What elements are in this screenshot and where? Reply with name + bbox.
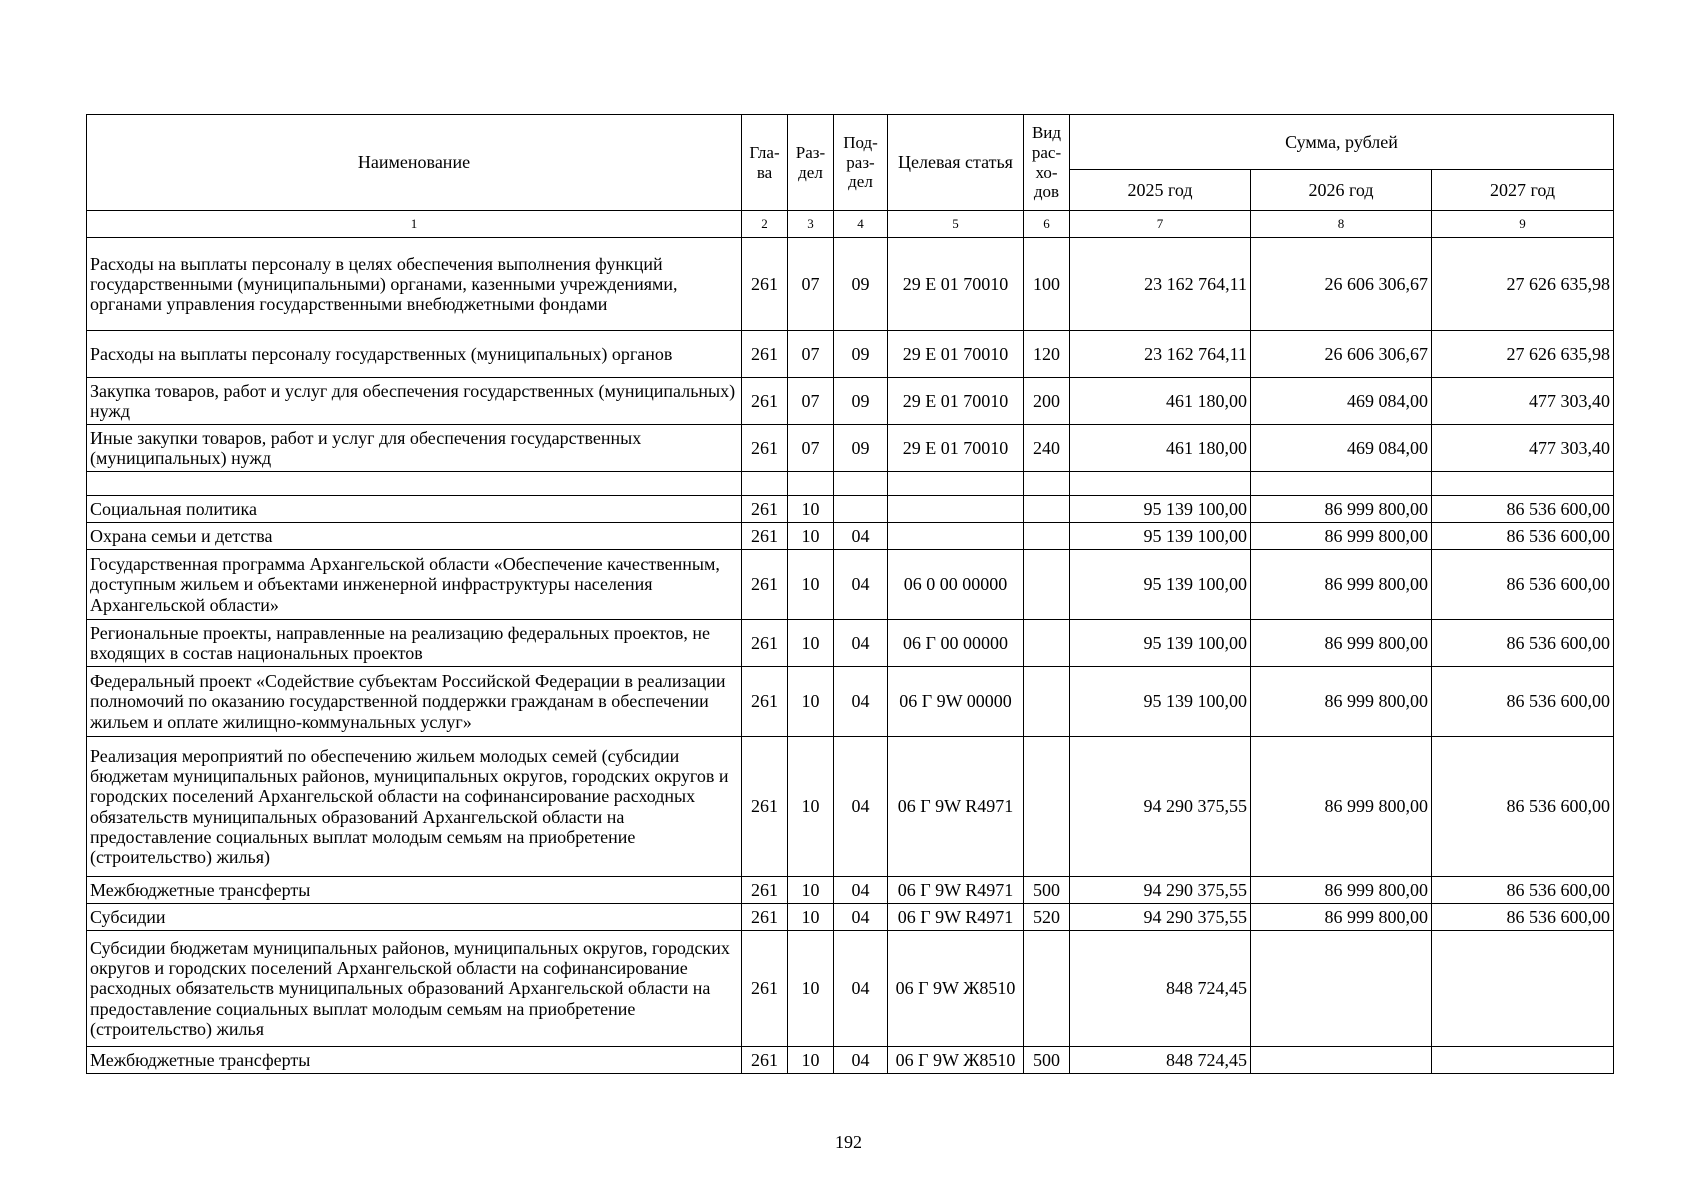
row-razdel: 07 — [788, 238, 834, 331]
row-razdel: 07 — [788, 331, 834, 378]
row-amount-2025: 23 162 764,11 — [1070, 331, 1251, 378]
row-glava: 261 — [742, 931, 788, 1047]
row-name: Иные закупки товаров, работ и услуг для обеспечения государственных (муниципальных) нужд — [87, 425, 742, 472]
row-glava: 261 — [742, 667, 788, 737]
column-number: 6 — [1024, 211, 1070, 238]
row-podrazdel: 09 — [834, 331, 888, 378]
row-glava: 261 — [742, 1047, 788, 1074]
row-target-article: 06 Г 9W R4971 — [888, 904, 1024, 931]
row-amount-2026: 86 999 800,00 — [1251, 523, 1432, 550]
table-row — [87, 1047, 1614, 1074]
row-glava — [742, 472, 788, 496]
row-name — [87, 472, 742, 496]
row-target-article: 06 Г 9W R4971 — [888, 877, 1024, 904]
row-glava: 261 — [742, 620, 788, 667]
row-name: Социальная политика — [87, 496, 742, 523]
row-razdel: 10 — [788, 1047, 834, 1074]
row-podrazdel — [834, 472, 888, 496]
column-number: 3 — [788, 211, 834, 238]
row-name: Расходы на выплаты персоналу в целях обеспечения выполнения функций государственными (муниципальными) органами, казенными учреждениями, органами управления государственными внебюджетными фондами — [87, 238, 742, 331]
header-vid: Вид рас-хо-дов — [1024, 115, 1070, 211]
row-expense-type — [1024, 472, 1070, 496]
row-target-article: 06 Г 9W 00000 — [888, 667, 1024, 737]
row-expense-type: 500 — [1024, 1047, 1070, 1074]
row-amount-2025: 461 180,00 — [1070, 425, 1251, 472]
row-name: Субсидии бюджетам муниципальных районов, муниципальных округов, городских округов и городских поселений Архангельской области на софинансирование расходных обязательств муниципальных образований Архангельской области на предоставление социальных выплат молодым семьям на приобретение (строительство) жилья — [87, 931, 742, 1047]
row-amount-2025: 461 180,00 — [1070, 378, 1251, 425]
row-razdel: 10 — [788, 931, 834, 1047]
table-row — [87, 737, 1614, 877]
row-target-article — [888, 496, 1024, 523]
row-glava: 261 — [742, 904, 788, 931]
row-amount-2025: 95 139 100,00 — [1070, 620, 1251, 667]
row-amount-2025 — [1070, 472, 1251, 496]
header-name: Наименование — [87, 115, 742, 211]
table-body — [87, 211, 1614, 1074]
row-amount-2026: 469 084,00 — [1251, 378, 1432, 425]
row-razdel: 10 — [788, 904, 834, 931]
row-podrazdel: 04 — [834, 620, 888, 667]
row-glava: 261 — [742, 737, 788, 877]
row-amount-2026: 26 606 306,67 — [1251, 238, 1432, 331]
row-target-article — [888, 523, 1024, 550]
row-podrazdel: 04 — [834, 550, 888, 620]
row-amount-2027: 86 536 600,00 — [1432, 550, 1614, 620]
row-target-article — [888, 472, 1024, 496]
row-amount-2027 — [1432, 1047, 1614, 1074]
column-number: 7 — [1070, 211, 1251, 238]
row-amount-2027: 86 536 600,00 — [1432, 496, 1614, 523]
row-razdel: 10 — [788, 496, 834, 523]
column-number-row — [87, 211, 1614, 238]
row-podrazdel: 04 — [834, 877, 888, 904]
row-razdel: 10 — [788, 550, 834, 620]
row-amount-2026: 86 999 800,00 — [1251, 667, 1432, 737]
row-podrazdel — [834, 496, 888, 523]
header-podrazdel: Под-раз-дел — [834, 115, 888, 211]
table-row — [87, 472, 1614, 496]
row-amount-2026: 86 999 800,00 — [1251, 737, 1432, 877]
row-amount-2027 — [1432, 472, 1614, 496]
table-row — [87, 331, 1614, 378]
row-glava: 261 — [742, 238, 788, 331]
table-row — [87, 931, 1614, 1047]
row-expense-type — [1024, 667, 1070, 737]
table-row — [87, 904, 1614, 931]
row-name: Федеральный проект «Содействие субъектам Российской Федерации в реализации полномочий по оказанию государственной поддержки гражданам в обеспечении жильем и оплате жилищно-коммунальных услуг» — [87, 667, 742, 737]
row-expense-type — [1024, 931, 1070, 1047]
header-year-2026: 2026 год — [1251, 170, 1432, 211]
row-amount-2026: 86 999 800,00 — [1251, 620, 1432, 667]
row-expense-type — [1024, 550, 1070, 620]
table-row — [87, 620, 1614, 667]
row-target-article: 29 Е 01 70010 — [888, 378, 1024, 425]
row-amount-2025: 94 290 375,55 — [1070, 877, 1251, 904]
table-row — [87, 496, 1614, 523]
row-razdel: 07 — [788, 425, 834, 472]
row-glava: 261 — [742, 550, 788, 620]
row-name: Закупка товаров, работ и услуг для обеспечения государственных (муниципальных) нужд — [87, 378, 742, 425]
header-glava: Гла-ва — [742, 115, 788, 211]
row-amount-2026: 86 999 800,00 — [1251, 496, 1432, 523]
row-expense-type: 500 — [1024, 877, 1070, 904]
row-amount-2026 — [1251, 472, 1432, 496]
row-amount-2026 — [1251, 1047, 1432, 1074]
row-podrazdel: 04 — [834, 667, 888, 737]
row-podrazdel: 04 — [834, 904, 888, 931]
table-row — [87, 238, 1614, 331]
header-razdel: Раз-дел — [788, 115, 834, 211]
row-glava: 261 — [742, 425, 788, 472]
header-year-2025: 2025 год — [1070, 170, 1251, 211]
row-expense-type: 520 — [1024, 904, 1070, 931]
row-glava: 261 — [742, 496, 788, 523]
row-podrazdel: 04 — [834, 931, 888, 1047]
row-expense-type: 100 — [1024, 238, 1070, 331]
row-amount-2027: 86 536 600,00 — [1432, 523, 1614, 550]
row-target-article: 29 Е 01 70010 — [888, 238, 1024, 331]
row-expense-type — [1024, 737, 1070, 877]
header-year-2027: 2027 год — [1432, 170, 1614, 211]
row-glava: 261 — [742, 523, 788, 550]
row-target-article: 06 Г 9W R4971 — [888, 737, 1024, 877]
row-expense-type: 120 — [1024, 331, 1070, 378]
column-number: 1 — [87, 211, 742, 238]
row-target-article: 06 Г 00 00000 — [888, 620, 1024, 667]
row-razdel — [788, 472, 834, 496]
table-row — [87, 550, 1614, 620]
row-expense-type — [1024, 620, 1070, 667]
row-target-article: 06 Г 9W Ж8510 — [888, 1047, 1024, 1074]
row-amount-2026: 26 606 306,67 — [1251, 331, 1432, 378]
row-name: Расходы на выплаты персоналу государственных (муниципальных) органов — [87, 331, 742, 378]
row-amount-2026: 86 999 800,00 — [1251, 877, 1432, 904]
row-expense-type — [1024, 496, 1070, 523]
row-podrazdel: 09 — [834, 425, 888, 472]
row-name: Межбюджетные трансферты — [87, 1047, 742, 1074]
row-name: Охрана семьи и детства — [87, 523, 742, 550]
column-number: 5 — [888, 211, 1024, 238]
row-podrazdel: 09 — [834, 378, 888, 425]
row-amount-2026 — [1251, 931, 1432, 1047]
row-amount-2027: 477 303,40 — [1432, 425, 1614, 472]
row-name: Региональные проекты, направленные на реализацию федеральных проектов, не входящих в состав национальных проектов — [87, 620, 742, 667]
row-name: Реализация мероприятий по обеспечению жильем молодых семей (субсидии бюджетам муниципальных районов, муниципальных округов, городских округов и городских поселений Архангельской области на софинансирование расходных обязательств муниципальных образований Архангельской области на предоставление социальных выплат молодым семьям на приобретение (строительство) жилья) — [87, 737, 742, 877]
column-number: 8 — [1251, 211, 1432, 238]
table-row — [87, 523, 1614, 550]
row-podrazdel: 04 — [834, 1047, 888, 1074]
row-amount-2025: 848 724,45 — [1070, 1047, 1251, 1074]
table-row — [87, 378, 1614, 425]
table-row — [87, 425, 1614, 472]
row-podrazdel: 04 — [834, 523, 888, 550]
row-amount-2025: 95 139 100,00 — [1070, 667, 1251, 737]
row-amount-2027: 27 626 635,98 — [1432, 238, 1614, 331]
row-razdel: 10 — [788, 737, 834, 877]
row-expense-type: 240 — [1024, 425, 1070, 472]
row-amount-2027: 86 536 600,00 — [1432, 620, 1614, 667]
row-amount-2025: 23 162 764,11 — [1070, 238, 1251, 331]
row-podrazdel: 09 — [834, 238, 888, 331]
header-celevaya: Целевая статья — [888, 115, 1024, 211]
budget-table — [86, 114, 1614, 1074]
row-target-article: 29 Е 01 70010 — [888, 331, 1024, 378]
row-target-article: 29 Е 01 70010 — [888, 425, 1024, 472]
row-glava: 261 — [742, 378, 788, 425]
row-glava: 261 — [742, 877, 788, 904]
row-amount-2025: 95 139 100,00 — [1070, 496, 1251, 523]
header-summa: Сумма, рублей — [1070, 115, 1614, 170]
row-amount-2025: 95 139 100,00 — [1070, 550, 1251, 620]
row-amount-2027: 86 536 600,00 — [1432, 877, 1614, 904]
table-row — [87, 877, 1614, 904]
row-amount-2025: 94 290 375,55 — [1070, 904, 1251, 931]
row-razdel: 10 — [788, 877, 834, 904]
table-row — [87, 667, 1614, 737]
row-target-article: 06 Г 9W Ж8510 — [888, 931, 1024, 1047]
row-target-article: 06 0 00 00000 — [888, 550, 1024, 620]
row-amount-2027: 27 626 635,98 — [1432, 331, 1614, 378]
row-name: Государственная программа Архангельской области «Обеспечение качественным, доступным жильем и объектами инженерной инфраструктуры населения Архангельской области» — [87, 550, 742, 620]
row-amount-2026: 86 999 800,00 — [1251, 904, 1432, 931]
row-glava: 261 — [742, 331, 788, 378]
row-amount-2026: 469 084,00 — [1251, 425, 1432, 472]
row-podrazdel: 04 — [834, 737, 888, 877]
column-number: 2 — [742, 211, 788, 238]
row-amount-2025: 94 290 375,55 — [1070, 737, 1251, 877]
page-number: 192 — [835, 1132, 862, 1152]
row-name: Межбюджетные трансферты — [87, 877, 742, 904]
row-razdel: 10 — [788, 523, 834, 550]
row-expense-type — [1024, 523, 1070, 550]
row-amount-2027: 86 536 600,00 — [1432, 904, 1614, 931]
column-number: 4 — [834, 211, 888, 238]
row-amount-2027: 86 536 600,00 — [1432, 737, 1614, 877]
row-amount-2026: 86 999 800,00 — [1251, 550, 1432, 620]
row-razdel: 10 — [788, 620, 834, 667]
row-razdel: 07 — [788, 378, 834, 425]
row-amount-2025: 848 724,45 — [1070, 931, 1251, 1047]
row-amount-2027 — [1432, 931, 1614, 1047]
column-number: 9 — [1432, 211, 1614, 238]
row-amount-2027: 86 536 600,00 — [1432, 667, 1614, 737]
row-name: Субсидии — [87, 904, 742, 931]
row-expense-type: 200 — [1024, 378, 1070, 425]
row-razdel: 10 — [788, 667, 834, 737]
row-amount-2025: 95 139 100,00 — [1070, 523, 1251, 550]
row-amount-2027: 477 303,40 — [1432, 378, 1614, 425]
